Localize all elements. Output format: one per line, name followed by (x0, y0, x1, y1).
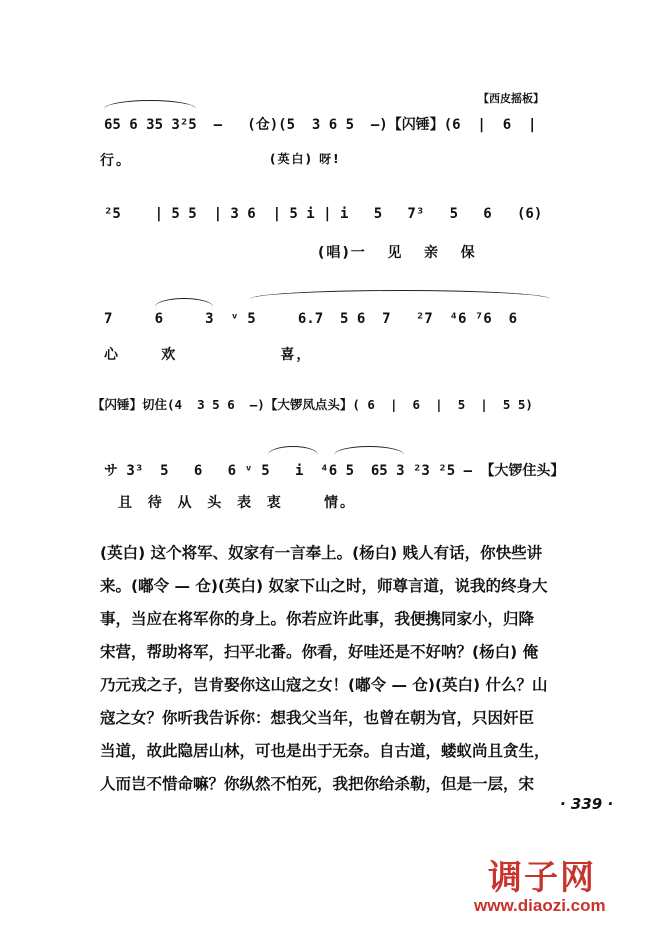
notation-line-5: サ 3³ 5 6 6 ᵛ 5 i ⁴6 5 65 3 ²3 ²5 – 【大锣住头】 (104, 463, 565, 479)
notation-line-1: 65 6 35 3²5 – (仓)(5 3 6 5 –)【闪锤】(6 | 6 | (104, 117, 537, 133)
prose-line: 当道，故此隐居山林，可也是出于无奈。自古道，蝼蚁尚且贪生， (100, 742, 550, 760)
dialogue-text (100, 537, 570, 801)
notation-line-2: ²5 | 5 5 | 3 6 | 5 i | i 5 7³ 5 6 (6) (104, 206, 543, 222)
lyrics-line-1b: (英白) 呀! (270, 152, 341, 166)
lyrics-line-2: (唱)一 见 亲 保 (318, 245, 477, 261)
page-number: · 339 · (560, 795, 614, 813)
prose-line: 事，当应在将军你的身上。你若应许此事，我便携同家小，归降 (100, 610, 535, 628)
slur (104, 100, 196, 109)
prose-line: (英白) 这个将军、奴家有一言奉上。(杨白) 贱人有话，你快些讲 (100, 544, 543, 562)
slur (334, 446, 404, 455)
prose-line: 宋营，帮助将军，扫平北番。你看，好哇还是不好呐？(杨白) 俺 (100, 643, 539, 661)
watermark-title: 调子网 (488, 858, 596, 898)
tune-header: 【西皮摇板】 (478, 92, 544, 105)
slur (155, 298, 213, 307)
lyrics-line-3: 心 欢 喜， (104, 347, 313, 363)
lyrics-line-5: 且 待 从 头 表 衷 情。 (118, 495, 356, 511)
notation-line-3: 7 6 3 ᵛ 5 6.7 5 6 7 ²7 ⁴6 ⁷6 6 (104, 311, 518, 327)
lyrics-line-1a: 行。 (100, 153, 132, 169)
notation-line-4: 【闪锤】切住(4 3 5 6 –)【大锣凤点头】( 6 | 6 | 5 | 5 5) (92, 397, 533, 412)
prose-line: 人而岂不惜命嘛？你纵然不怕死，我把你给杀勒，但是一层，宋 (100, 775, 535, 793)
prose-line: 乃元戎之子，岂肯娶你这山寇之女！(嘟令 — 仓)(英白) 什么？山 (100, 676, 548, 694)
slur (250, 290, 550, 299)
prose-line: 来。(嘟令 — 仓)(英白) 奴家下山之时，师尊言道，说我的终身大 (100, 577, 548, 595)
slur (268, 446, 318, 455)
prose-line: 寇之女？你听我告诉你：想我父当年，也曾在朝为官，只因奸臣 (100, 709, 535, 727)
watermark-url: www.diaozi.com (474, 896, 606, 915)
